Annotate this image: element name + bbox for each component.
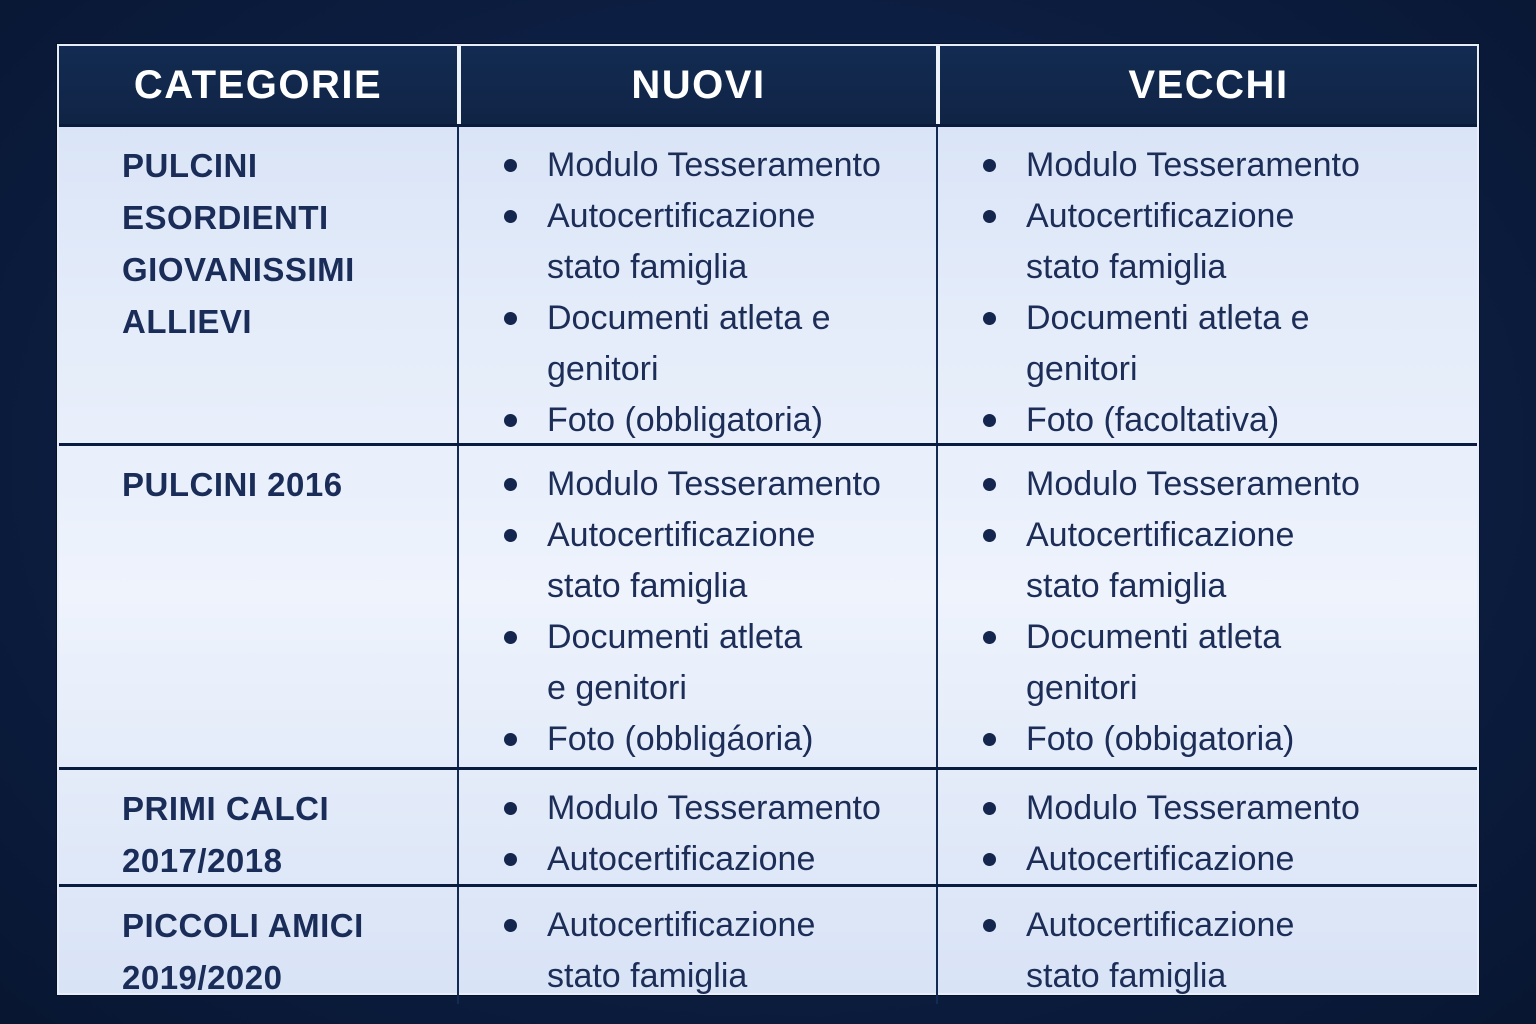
list-item: [459, 140, 936, 191]
vecchi-cell: [936, 127, 1477, 446]
registration-documents-table: [57, 44, 1479, 995]
category-label-line: GIOVANISSIMI: [122, 251, 355, 288]
nuovi-cell: [457, 887, 936, 1004]
bullet-icon: [983, 733, 996, 746]
list-item: [938, 612, 1477, 714]
list-item: [938, 510, 1477, 612]
nuovi-cell: [457, 770, 936, 887]
table-header-row: [59, 46, 1477, 124]
category-cell: [59, 127, 457, 446]
category-label-line: 2017/2018: [122, 842, 283, 879]
vecchi-cell: [936, 446, 1477, 767]
list-item-text: Modulo Tesseramento: [1026, 789, 1360, 827]
bullet-icon: [983, 312, 996, 325]
bullet-icon: [983, 919, 996, 932]
bullet-icon: [504, 733, 517, 746]
bullet-icon: [504, 312, 517, 325]
header-cell-categorie: CATEGORIE: [133, 62, 383, 107]
list-item: [938, 714, 1477, 765]
table-row: [59, 884, 1477, 1004]
bullet-icon: [983, 414, 996, 427]
list-item: [459, 900, 936, 1002]
list-item-text: Documenti atleta genitori: [1026, 618, 1282, 707]
header-cell-nuovi: NUOVI: [457, 46, 936, 124]
bullet-icon: [983, 802, 996, 815]
list-item-text: Autocertificazione: [547, 840, 816, 878]
list-item-text: Autocertificazione stato famiglia: [547, 516, 816, 605]
bullet-icon: [504, 414, 517, 427]
category-label-line: PULCINI: [122, 147, 258, 184]
bullet-icon: [504, 159, 517, 172]
list-item: [459, 293, 936, 395]
bullet-icon: [983, 529, 996, 542]
category-cell: [59, 770, 457, 887]
list-item-text: Autocertificazione stato famiglia: [1026, 516, 1295, 605]
bullet-icon: [983, 159, 996, 172]
nuovi-cell: [457, 127, 936, 446]
bullet-icon: [504, 210, 517, 223]
list-item-text: Modulo Tesseramento: [1026, 146, 1360, 184]
header-cell-vecchi: VECCHI: [936, 46, 1477, 124]
list-item: [938, 191, 1477, 293]
table-row: [59, 124, 1477, 443]
category-label-line: ESORDIENTI: [122, 199, 329, 236]
list-item-text: Autocertificazione stato famiglia: [1026, 197, 1295, 286]
category-label-line: PICCOLI AMICI: [122, 907, 364, 944]
list-item-text: Autocertificazione stato famiglia: [1026, 906, 1295, 995]
list-item-text: Modulo Tesseramento: [547, 789, 881, 827]
list-item: [459, 783, 936, 834]
bullet-icon: [504, 802, 517, 815]
list-item-text: Documenti atleta e genitori: [547, 618, 803, 707]
list-item: [459, 459, 936, 510]
bullet-icon: [983, 210, 996, 223]
table-row: [59, 443, 1477, 767]
bullet-icon: [983, 853, 996, 866]
vecchi-cell: [936, 770, 1477, 887]
list-item-text: Modulo Tesseramento: [547, 146, 881, 184]
list-item: [459, 191, 936, 293]
list-item: [459, 834, 936, 885]
list-item-text: Autocertificazione: [1026, 840, 1295, 878]
list-item-text: Foto (obbligáoria): [547, 720, 814, 758]
list-item: [938, 900, 1477, 1002]
list-item: [938, 395, 1477, 446]
nuovi-cell: [457, 446, 936, 767]
list-item: [938, 834, 1477, 885]
category-cell: [59, 887, 457, 1004]
list-item-text: Autocertificazione stato famiglia: [547, 906, 816, 995]
list-item-text: Modulo Tesseramento: [1026, 465, 1360, 503]
bullet-icon: [983, 631, 996, 644]
list-item-text: Documenti atleta e genitori: [547, 299, 831, 388]
bullet-icon: [504, 631, 517, 644]
bullet-icon: [983, 478, 996, 491]
list-item: [938, 293, 1477, 395]
category-label-line: 2019/2020: [122, 959, 283, 996]
list-item-text: Modulo Tesseramento: [547, 465, 881, 503]
bullet-icon: [504, 853, 517, 866]
table-body: [59, 124, 1477, 1004]
list-item-text: Foto (obbligatoria): [547, 401, 823, 439]
bullet-icon: [504, 529, 517, 542]
list-item: [459, 510, 936, 612]
category-label-line: PULCINI 2016: [122, 466, 343, 503]
list-item: [938, 783, 1477, 834]
list-item: [459, 612, 936, 714]
category-label-line: ALLIEVI: [122, 303, 253, 340]
category-cell: [59, 446, 457, 767]
list-item-text: Autocertificazione stato famiglia: [547, 197, 816, 286]
bullet-icon: [504, 478, 517, 491]
category-label-line: PRIMI CALCI: [122, 790, 330, 827]
bullet-icon: [504, 919, 517, 932]
list-item: [459, 395, 936, 446]
list-item: [938, 459, 1477, 510]
list-item-text: Documenti atleta e genitori: [1026, 299, 1310, 388]
list-item-text: Foto (obbigatoria): [1026, 720, 1295, 758]
vecchi-cell: [936, 887, 1477, 1004]
list-item: [938, 140, 1477, 191]
list-item: [459, 714, 936, 765]
list-item-text: Foto (facoltativa): [1026, 401, 1280, 439]
table-row: [59, 767, 1477, 884]
